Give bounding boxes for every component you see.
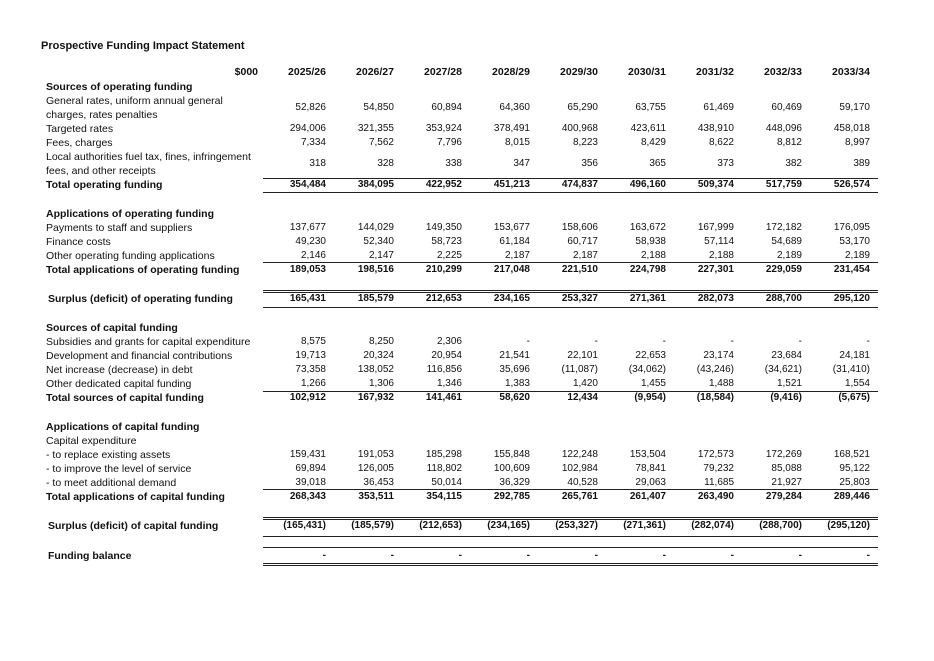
table-cell: 1,554 (844, 378, 870, 389)
row-label: - to improve the level of service (46, 463, 192, 475)
table-cell: 221,510 (561, 264, 598, 275)
table-cell: 1,383 (504, 378, 530, 389)
table-cell: 63,755 (635, 102, 666, 113)
table-cell: 39,018 (295, 477, 326, 488)
table-cell: 279,284 (765, 491, 802, 502)
row-label: Net increase (decrease) in debt (46, 364, 193, 376)
table-cell: 12,434 (567, 392, 598, 403)
table-cell: - (322, 550, 326, 561)
table-cell: 210,299 (425, 264, 462, 275)
table-cell: - (866, 336, 870, 347)
table-cell: 141,461 (425, 392, 462, 403)
table-cell: 11,685 (704, 477, 734, 488)
table-cell: (271,361) (623, 520, 666, 531)
row-label: Finance costs (46, 236, 111, 248)
table-cell: 8,223 (572, 137, 598, 148)
table-rule (263, 290, 878, 291)
table-cell: 2,188 (708, 250, 734, 261)
row-label: General rates, uniform annual general charges, rates penalties (46, 95, 223, 121)
table-cell: 102,912 (289, 392, 326, 403)
table-cell: 271,361 (629, 293, 666, 304)
table-cell: 163,672 (629, 222, 666, 233)
table-cell: 35,696 (499, 364, 530, 375)
year-header: 2029/30 (560, 66, 598, 78)
year-header: 2028/29 (492, 66, 530, 78)
table-cell: 378,491 (493, 123, 530, 134)
table-cell: 234,165 (493, 293, 530, 304)
table-cell: 149,350 (425, 222, 462, 233)
table-cell: 347 (513, 158, 530, 169)
table-cell: 509,374 (697, 179, 734, 190)
table-cell: 21,541 (499, 350, 530, 361)
table-cell: 23,174 (703, 350, 734, 361)
table-cell: 50,014 (431, 477, 462, 488)
table-cell: 2,187 (504, 250, 530, 261)
table-cell: 7,796 (436, 137, 462, 148)
table-rule (263, 563, 878, 564)
table-cell: 185,298 (425, 449, 462, 460)
table-cell: 2,188 (640, 250, 666, 261)
table-cell: 69,894 (295, 463, 326, 474)
table-cell: 451,213 (493, 179, 530, 190)
table-cell: (9,954) (634, 392, 666, 403)
table-cell: 21,927 (771, 477, 802, 488)
table-cell: 438,910 (697, 123, 734, 134)
table-cell: 354,115 (426, 491, 462, 502)
year-header: 2033/34 (832, 66, 870, 78)
table-cell: 2,187 (572, 250, 598, 261)
table-cell: (11,087) (561, 364, 598, 375)
table-cell: 198,516 (357, 264, 394, 275)
table-cell: 172,182 (765, 222, 802, 233)
table-cell: (43,246) (696, 364, 734, 375)
table-cell: 292,785 (493, 491, 530, 502)
row-label: Sources of capital funding (46, 322, 178, 334)
table-cell: 61,184 (499, 236, 530, 247)
table-cell: 36,453 (363, 477, 394, 488)
table-cell: 172,573 (697, 449, 734, 460)
table-cell: 54,689 (771, 236, 802, 247)
table-cell: 356 (581, 158, 598, 169)
table-cell: 8,622 (708, 137, 734, 148)
table-cell: 78,841 (635, 463, 666, 474)
table-cell: 85,088 (771, 463, 802, 474)
table-cell: 73,358 (295, 364, 326, 375)
row-label: Applications of operating funding (46, 208, 214, 220)
year-header: 2025/26 (288, 66, 326, 78)
table-cell: 265,761 (561, 491, 598, 502)
table-cell: 122,248 (561, 449, 598, 460)
table-cell: 229,059 (765, 264, 802, 275)
table-cell: 24,181 (839, 350, 870, 361)
table-rule (263, 292, 878, 293)
table-cell: 23,684 (771, 350, 802, 361)
table-cell: (18,584) (696, 392, 734, 403)
table-cell: (295,120) (827, 520, 870, 531)
table-cell: 526,574 (833, 179, 870, 190)
table-cell: 25,803 (839, 477, 870, 488)
table-rule (263, 262, 878, 263)
table-cell: 338 (445, 158, 462, 169)
table-cell: 517,759 (765, 179, 802, 190)
table-cell: 474,837 (561, 179, 598, 190)
table-cell: 116,856 (426, 364, 462, 375)
table-cell: 159,431 (289, 449, 326, 460)
table-cell: 57,114 (704, 236, 734, 247)
table-rule (263, 536, 878, 537)
table-cell: 58,723 (431, 236, 462, 247)
table-cell: 7,562 (368, 137, 394, 148)
table-cell: 318 (309, 158, 326, 169)
table-cell: - (458, 550, 462, 561)
table-cell: 353,924 (425, 123, 462, 134)
table-cell: 20,954 (431, 350, 462, 361)
table-cell: 384,095 (357, 179, 394, 190)
table-cell: 102,984 (561, 463, 598, 474)
row-label: Total applications of operating funding (46, 264, 240, 276)
table-cell: 321,355 (357, 123, 394, 134)
table-cell: 212,653 (425, 293, 462, 304)
table-cell: 2,147 (368, 250, 394, 261)
table-cell: (288,700) (759, 520, 802, 531)
table-cell: 167,999 (697, 222, 734, 233)
table-cell: 448,096 (765, 123, 802, 134)
table-cell: (31,410) (832, 364, 870, 375)
column-header-row (0, 66, 934, 80)
table-cell: 2,189 (776, 250, 802, 261)
table-cell: - (594, 336, 598, 347)
table-cell: 167,932 (357, 392, 394, 403)
table-cell: 52,340 (363, 236, 394, 247)
table-cell: 289,446 (833, 491, 870, 502)
table-cell: (34,621) (764, 364, 802, 375)
table-cell: 8,250 (368, 336, 394, 347)
row-label: Targeted rates (46, 123, 114, 135)
table-cell: 1,455 (640, 378, 666, 389)
table-cell: 118,802 (426, 463, 462, 474)
table-cell: 400,968 (561, 123, 598, 134)
table-cell: 58,938 (635, 236, 666, 247)
table-cell: 354,484 (289, 179, 326, 190)
table-rule (263, 519, 878, 520)
table-rule (263, 517, 878, 518)
table-cell: 168,521 (833, 449, 870, 460)
table-cell: 268,343 (289, 491, 326, 502)
table-cell: 36,329 (499, 477, 530, 488)
table-cell: 185,579 (357, 293, 394, 304)
table-cell: (282,074) (691, 520, 734, 531)
table-cell: 153,504 (629, 449, 666, 460)
table-cell: 8,429 (640, 137, 666, 148)
row-label: - to replace existing assets (46, 449, 171, 461)
row-label: Fees, charges (46, 137, 113, 149)
table-cell: 353,511 (358, 491, 394, 502)
table-cell: - (526, 336, 530, 347)
table-cell: 176,095 (833, 222, 870, 233)
row-label: Development and financial contributions (46, 350, 233, 362)
row-label: Payments to staff and suppliers (46, 222, 193, 234)
row-label: Surplus (deficit) of capital funding (48, 520, 219, 532)
table-cell: 19,713 (295, 350, 326, 361)
table-cell: 189,053 (289, 264, 326, 275)
table-cell: (5,675) (838, 392, 870, 403)
table-cell: 8,997 (844, 137, 870, 148)
table-cell: 261,407 (629, 491, 666, 502)
table-cell: 1,346 (436, 378, 462, 389)
table-cell: (9,416) (770, 392, 802, 403)
table-cell: 2,189 (844, 250, 870, 261)
table-cell: 20,324 (363, 350, 394, 361)
table-cell: 328 (377, 158, 394, 169)
table-cell: - (866, 550, 870, 561)
table-rule (263, 565, 878, 566)
table-cell: 155,848 (493, 449, 530, 460)
row-label: Sources of operating funding (46, 81, 193, 93)
table-cell: 1,521 (776, 378, 802, 389)
table-cell: 373 (717, 158, 734, 169)
table-cell: 1,488 (708, 378, 734, 389)
row-label: Total operating funding (46, 179, 163, 191)
year-header: 2031/32 (696, 66, 734, 78)
table-cell: 60,894 (431, 102, 462, 113)
table-cell: - (730, 550, 734, 561)
table-rule (263, 307, 878, 308)
table-cell: - (798, 550, 802, 561)
table-cell: 7,334 (300, 137, 326, 148)
table-cell: 60,717 (567, 236, 598, 247)
table-cell: 100,609 (493, 463, 530, 474)
table-cell: 64,360 (499, 102, 530, 113)
table-cell: 54,850 (363, 102, 394, 113)
row-label: Other dedicated capital funding (46, 378, 192, 390)
year-header: 2030/31 (628, 66, 666, 78)
table-cell: 61,469 (703, 102, 734, 113)
row-label: Subsidies and grants for capital expenditure (46, 336, 251, 348)
table-cell: - (798, 336, 802, 347)
row-label: Funding balance (48, 550, 132, 562)
table-cell: 22,653 (635, 350, 666, 361)
table-cell: - (662, 550, 666, 561)
table-cell: 295,120 (833, 293, 870, 304)
row-label: Surplus (deficit) of operating funding (48, 293, 233, 305)
table-rule (263, 192, 878, 193)
row-label: Total applications of capital funding (46, 491, 225, 503)
table-cell: 389 (853, 158, 870, 169)
table-rule (263, 547, 878, 548)
table-cell: 40,528 (567, 477, 598, 488)
year-header: 2027/28 (424, 66, 462, 78)
row-label: - to meet additional demand (46, 477, 177, 489)
table-cell: (212,653) (419, 520, 462, 531)
row-label: Local authorities fuel tax, fines, infringement fees, and other receipts (46, 151, 251, 177)
table-cell: 496,160 (629, 179, 666, 190)
table-cell: 231,454 (833, 264, 870, 275)
table-cell: 60,469 (771, 102, 802, 113)
table-cell: - (390, 550, 394, 561)
table-cell: 126,005 (357, 463, 394, 474)
table-cell: 191,053 (357, 449, 394, 460)
row-label: Capital expenditure (46, 435, 137, 447)
table-cell: 137,677 (289, 222, 326, 233)
table-cell: 1,420 (572, 378, 598, 389)
table-cell: (234,165) (487, 520, 530, 531)
table-cell: - (526, 550, 530, 561)
table-cell: 2,146 (300, 250, 326, 261)
table-cell: (165,431) (283, 520, 326, 531)
table-cell: 52,826 (295, 102, 326, 113)
table-cell: 282,073 (697, 293, 734, 304)
table-rule (263, 489, 878, 490)
table-cell: 382 (785, 158, 802, 169)
table-cell: 422,952 (425, 179, 462, 190)
table-cell: 217,048 (493, 264, 530, 275)
table-cell: 8,575 (300, 336, 326, 347)
table-cell: (185,579) (351, 520, 394, 531)
table-cell: 22,101 (567, 350, 598, 361)
table-cell: 158,606 (561, 222, 598, 233)
table-cell: (253,327) (555, 520, 598, 531)
table-cell: 1,306 (368, 378, 394, 389)
table-cell: 224,798 (629, 264, 666, 275)
table-cell: 95,122 (839, 463, 870, 474)
document-title: Prospective Funding Impact Statement (41, 40, 245, 52)
table-cell: 59,170 (839, 102, 870, 113)
table-cell: 165,431 (289, 293, 326, 304)
table-cell: 172,269 (765, 449, 802, 460)
table-rule (263, 178, 878, 179)
table-cell: 294,006 (289, 123, 326, 134)
row-label: Total sources of capital funding (46, 392, 204, 404)
table-cell: 79,232 (703, 463, 734, 474)
table-cell: 423,611 (630, 123, 666, 134)
table-cell: 8,812 (776, 137, 802, 148)
table-cell: 58,620 (499, 392, 530, 403)
table-cell: 365 (649, 158, 666, 169)
table-cell: 153,677 (493, 222, 530, 233)
year-header: 2026/27 (356, 66, 394, 78)
table-cell: 263,490 (697, 491, 734, 502)
table-cell: 49,230 (295, 236, 326, 247)
table-cell: 138,052 (357, 364, 394, 375)
table-cell: 227,301 (697, 264, 734, 275)
table-cell: 8,015 (504, 137, 530, 148)
table-cell: 2,225 (436, 250, 462, 261)
unit-label: $000 (234, 66, 258, 78)
table-cell: - (730, 336, 734, 347)
table-cell: - (594, 550, 598, 561)
year-header: 2032/33 (764, 66, 802, 78)
table-cell: 288,700 (765, 293, 802, 304)
table-cell: 253,327 (561, 293, 598, 304)
table-cell: 1,266 (300, 378, 326, 389)
row-label: Applications of capital funding (46, 421, 200, 433)
table-cell: - (662, 336, 666, 347)
table-cell: 29,063 (635, 477, 666, 488)
table-cell: 53,170 (839, 236, 870, 247)
table-cell: 144,029 (357, 222, 394, 233)
table-cell: 458,018 (833, 123, 870, 134)
table-cell: 65,290 (567, 102, 598, 113)
row-label: Other operating funding applications (46, 250, 215, 262)
table-rule (263, 391, 878, 392)
table-cell: 2,306 (436, 336, 462, 347)
table-cell: (34,062) (628, 364, 666, 375)
